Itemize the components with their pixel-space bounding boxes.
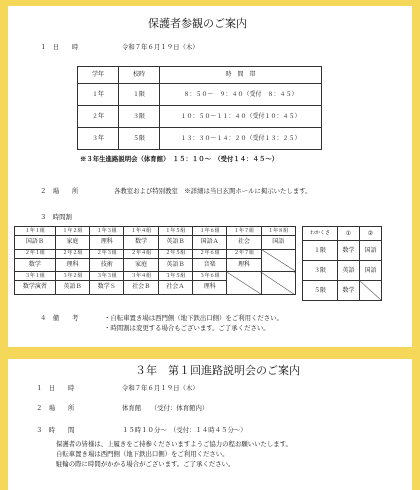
- subject-cell: 理科: [90, 236, 124, 250]
- grade-cell: ３年: [78, 128, 119, 150]
- time-cell: ８：５０～ ９：４０（受付 ８：４５）: [160, 84, 322, 106]
- class-tag: ３年６組: [193, 272, 227, 281]
- subject-cell: 社会Ｂ: [124, 281, 158, 295]
- section1-title: 保護者参観のご案内: [148, 17, 247, 30]
- period-cell: ３限: [119, 106, 160, 128]
- grade-cell: ２年: [78, 106, 119, 128]
- table-row: [78, 106, 322, 128]
- visit-time-table: [77, 66, 322, 150]
- subject-cell: 数学: [124, 236, 158, 250]
- subject-cell: 英語Ｂ: [158, 258, 192, 272]
- class-tag: ２年２組: [55, 249, 89, 258]
- class-tag: ３年１組: [15, 272, 56, 281]
- schedule-tag-row: [15, 227, 296, 236]
- date-label: １ 日 時: [36, 384, 75, 392]
- remarks-label: ４ 備 考: [40, 314, 79, 322]
- class-tag: ２年７組: [227, 249, 261, 258]
- class-tag: ２年１組: [15, 249, 56, 258]
- section2-title: ３年 第１回進路説明会のご案内: [135, 364, 300, 377]
- subject-cell: 英語Ｂ: [55, 281, 89, 295]
- class-tag: １年６組: [193, 227, 227, 236]
- schedule-tag-row: [15, 272, 296, 281]
- place-label: ２ 場 所: [40, 187, 79, 195]
- class-tag: ２年６組: [193, 249, 227, 258]
- schedule-subject-row: [15, 236, 296, 250]
- empty-cell: [227, 272, 261, 295]
- subject-cell: 国語: [360, 261, 382, 281]
- empty-cell: [261, 272, 295, 295]
- subject-cell: 社会Ａ: [158, 281, 192, 295]
- briefing-note: ※３年生進路説明会（体育館） １５：１０～ （受付１４：４５～）: [80, 155, 279, 163]
- table-row: [303, 241, 382, 261]
- subject-cell: 技術: [90, 258, 124, 272]
- subject-cell: 英語: [338, 261, 360, 281]
- subject-cell: 家庭: [124, 258, 158, 272]
- subject-cell: 数学Ｓ: [90, 281, 124, 295]
- class-tag: ３年４組: [124, 272, 158, 281]
- table-row: [303, 281, 382, 301]
- date-label: １ 日 時: [40, 43, 79, 51]
- subject-cell: 社会: [227, 236, 261, 250]
- empty-cell: [360, 281, 382, 301]
- period-cell: ５限: [119, 128, 160, 150]
- class-tag: １年３組: [90, 227, 124, 236]
- time-label: ３ 時 間: [36, 426, 75, 434]
- class-tag: ３年２組: [55, 272, 89, 281]
- subject-cell: 国語Ｂ: [15, 236, 56, 250]
- class-tag: １年８組: [261, 227, 295, 236]
- place-value: 各教室および特別教室 ※詳細は当日玄関ホールに掲示いたします。: [114, 187, 312, 195]
- empty-cell: [261, 249, 295, 272]
- subject-cell: 数学演習: [15, 281, 56, 295]
- subject-cell: 数学: [338, 241, 360, 261]
- table-header: 校時: [119, 67, 160, 84]
- wakakusa-header: ②: [360, 227, 382, 241]
- grade-cell: １年: [78, 84, 119, 106]
- subject-cell: 国語Ａ: [193, 236, 227, 250]
- schedule-label: ３ 時間割: [40, 213, 72, 221]
- schedule-table: [14, 226, 296, 295]
- table-header: 学年: [78, 67, 119, 84]
- subject-cell: 理科: [227, 258, 261, 272]
- class-tag: １年２組: [55, 227, 89, 236]
- time-cell: １０：５０～１１：４０（受付１０：４５）: [160, 106, 322, 128]
- class-tag: １年７組: [227, 227, 261, 236]
- period-cell: ３限: [303, 261, 338, 281]
- body-line: 保護者の皆様は、上履きをご持参くださいますようご協力の程お願いいたします。: [56, 440, 292, 448]
- table-row: [78, 128, 322, 150]
- subject-cell: 理科: [193, 281, 227, 295]
- schedule-tag-row: [15, 249, 296, 258]
- time-value: １５時１０分～ （受付：１４時４５分～）: [122, 426, 247, 434]
- table-row: [78, 84, 322, 106]
- subject-cell: 理科: [55, 258, 89, 272]
- class-tag: ２年４組: [124, 249, 158, 258]
- place-value: 体育館 （受付：体育館内）: [122, 404, 209, 412]
- period-cell: １限: [303, 241, 338, 261]
- subject-cell: 数学: [15, 258, 56, 272]
- table-row: [303, 261, 382, 281]
- remark-item: ・時間割は変更する場合もございます。ご了承ください。: [104, 324, 270, 332]
- wakakusa-header: ①: [338, 227, 360, 241]
- class-tag: ３年３組: [90, 272, 124, 281]
- remark-item: ・自転車置き場は西門側（地下鉄出口側）をご利用ください。: [104, 314, 283, 322]
- body-line: 駐輪の際に時間がかかる場合がございます。ご了承ください。: [56, 460, 235, 468]
- schedule-subject-row: [15, 258, 296, 272]
- period-cell: ５限: [303, 281, 338, 301]
- wakakusa-table: [302, 226, 382, 301]
- period-cell: １限: [119, 84, 160, 106]
- subject-cell: 数学: [338, 281, 360, 301]
- class-tag: １年４組: [124, 227, 158, 236]
- body-line: 自転車置き場は西門側（地下鉄出口側）をご利用ください。: [56, 450, 229, 458]
- place-label: ２ 場 所: [36, 404, 75, 412]
- table-header: 時 間 帯: [160, 67, 322, 84]
- time-cell: １３：３０～１４：２０（受付１３：２５）: [160, 128, 322, 150]
- class-tag: ３年５組: [158, 272, 192, 281]
- wakakusa-header: わかくさ: [303, 227, 338, 241]
- class-tag: １年１組: [15, 227, 56, 236]
- subject-cell: 英語Ｂ: [158, 236, 192, 250]
- subject-cell: 国語: [261, 236, 295, 250]
- date-value: 令和７年６月１９日（木）: [122, 384, 199, 392]
- class-tag: ２年５組: [158, 249, 192, 258]
- class-tag: ２年３組: [90, 249, 124, 258]
- class-tag: １年５組: [158, 227, 192, 236]
- subject-cell: 音楽: [193, 258, 227, 272]
- date-value: 令和７年６月１９日（木）: [122, 43, 199, 51]
- subject-cell: 国語: [360, 241, 382, 261]
- subject-cell: 家庭: [55, 236, 89, 250]
